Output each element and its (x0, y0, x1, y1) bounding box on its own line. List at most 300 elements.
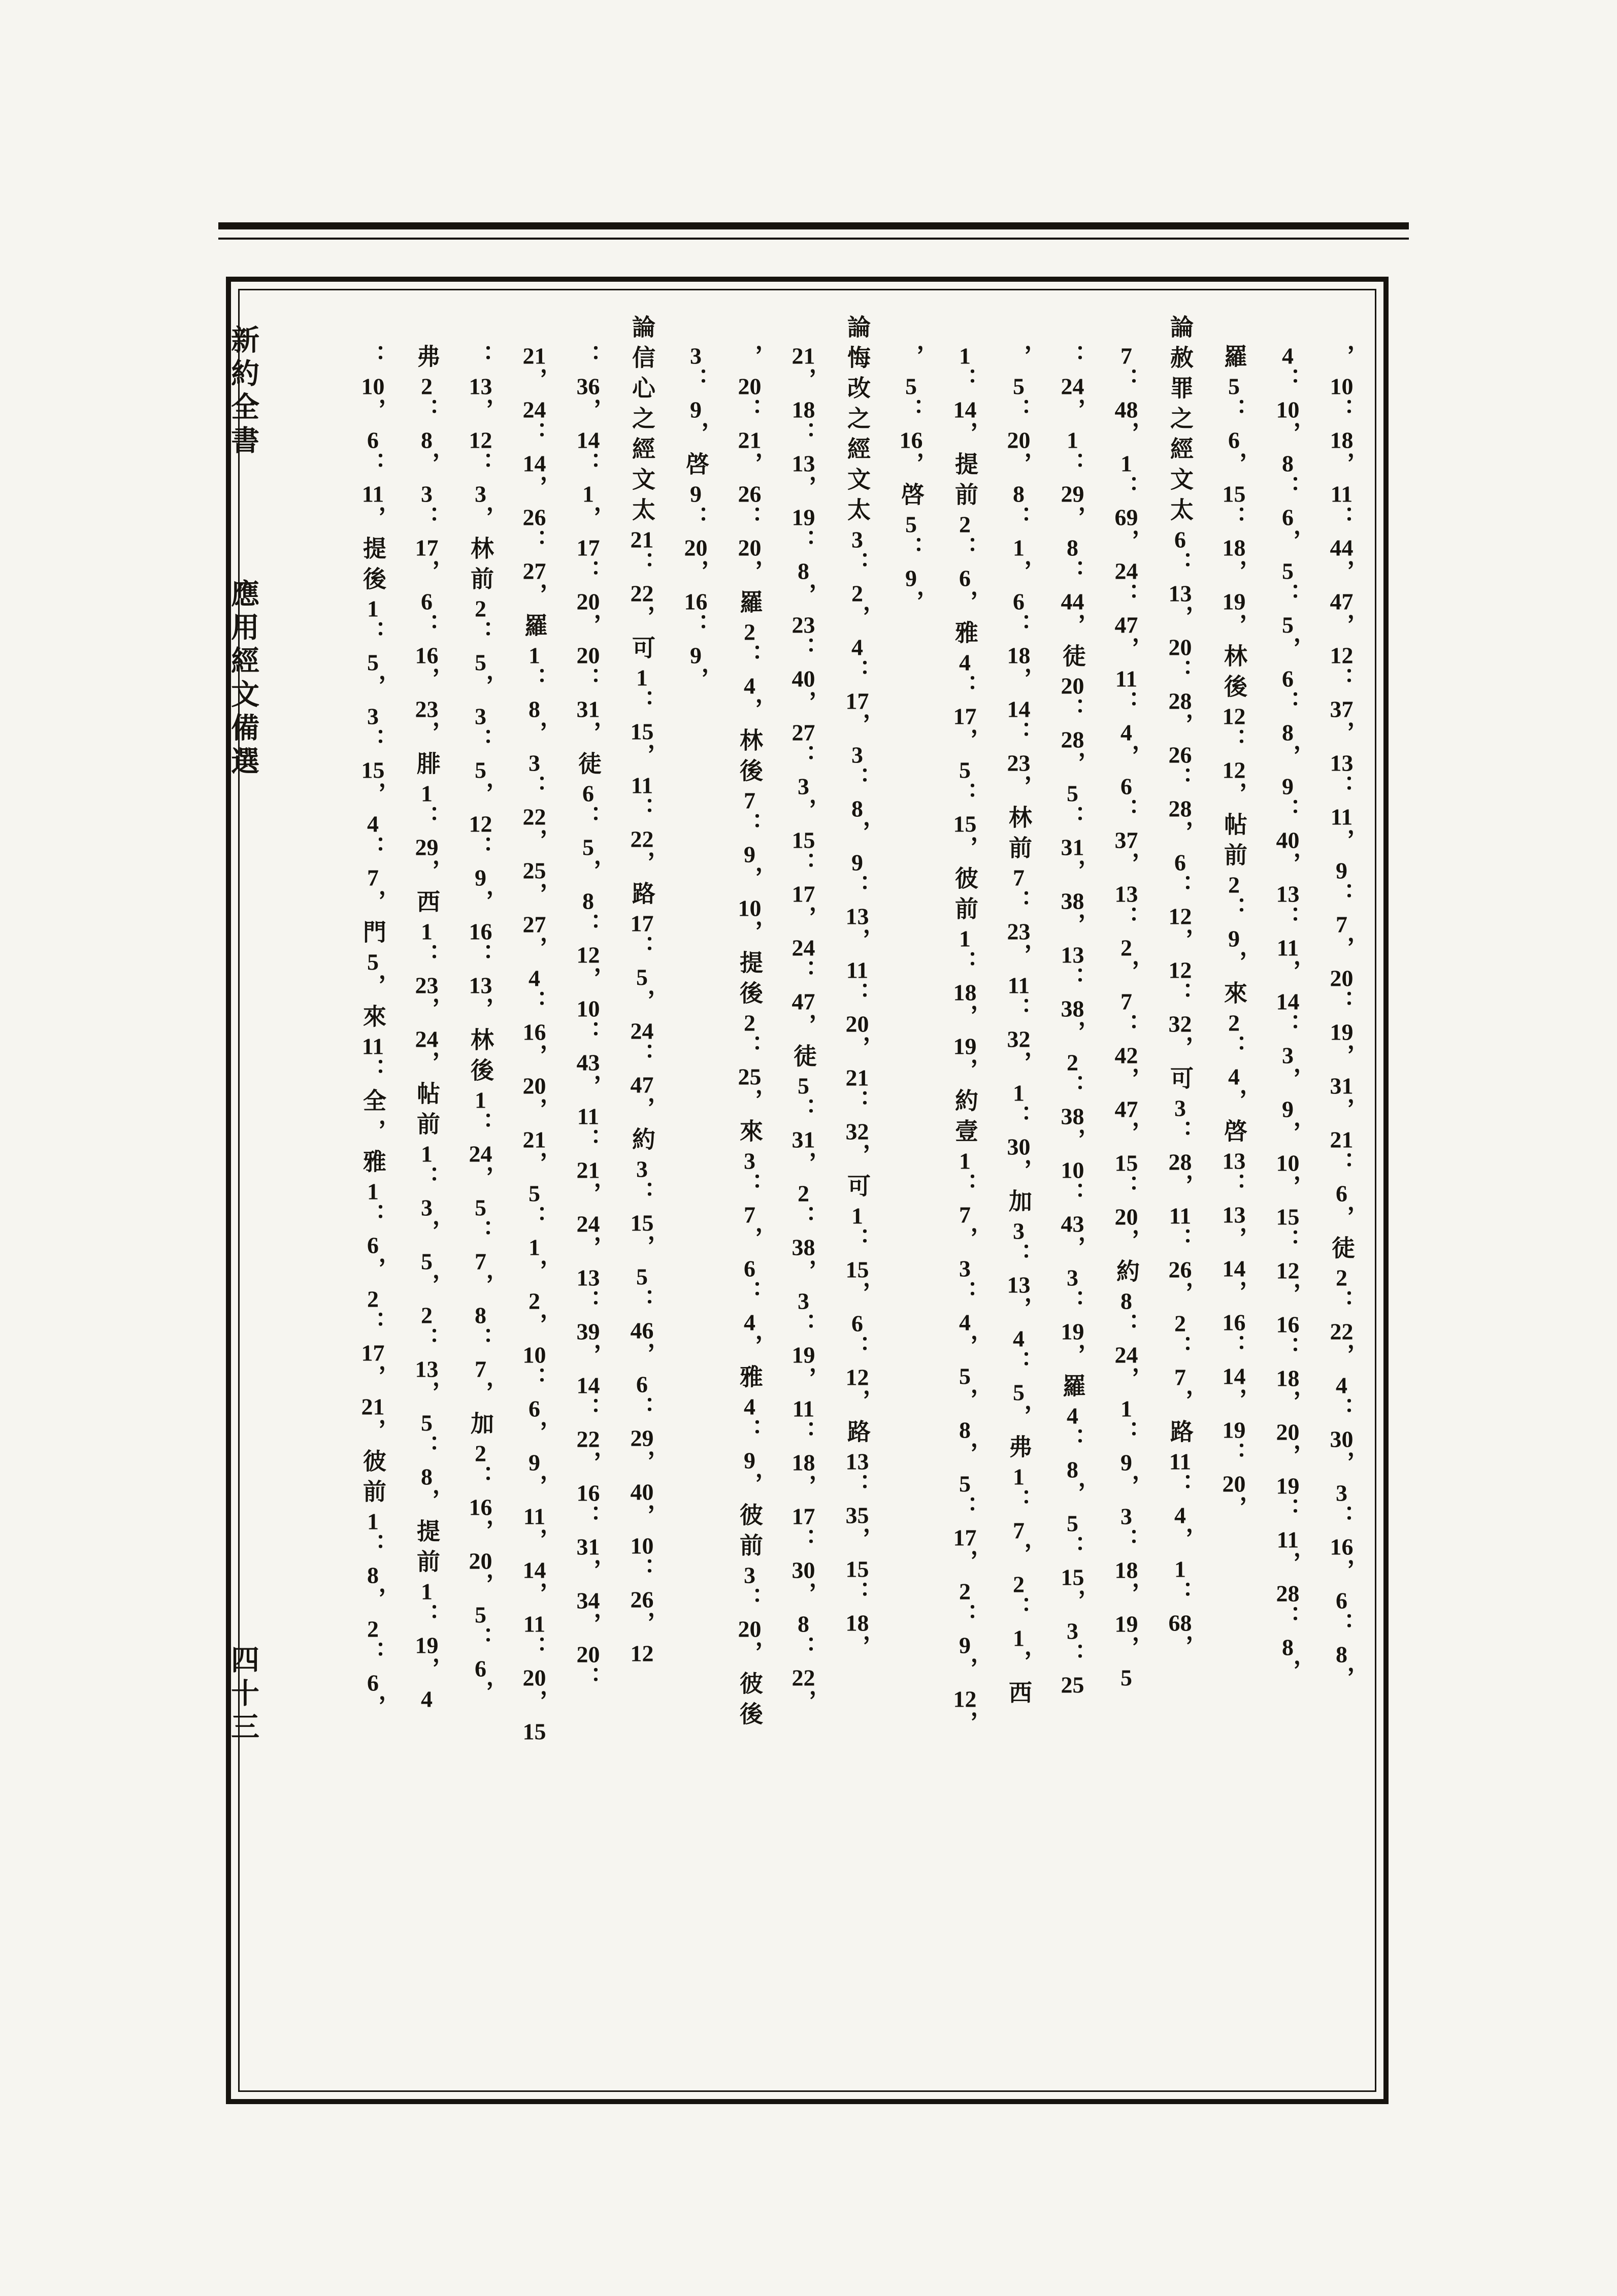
ref-number: 6 (367, 1234, 379, 1257)
ref-number: 1 (959, 927, 971, 950)
ref-number: 1 (1013, 1626, 1025, 1650)
ref-number: 37 (1330, 697, 1354, 721)
ref-number: 24 (791, 936, 815, 959)
page-top-rule-thin (218, 238, 1409, 240)
ref-number: 16 (522, 1020, 546, 1044)
ref-number: 13 (1114, 882, 1138, 906)
ref-number: 1 (529, 644, 540, 667)
ref-number: 3 (851, 743, 863, 767)
ref-number: 5 (1228, 375, 1240, 398)
ref-number: 4 (1228, 1065, 1240, 1088)
ref-number: 16 (1222, 1311, 1246, 1334)
ref-number: 24 (1114, 559, 1138, 583)
ref-number: 1 (475, 1088, 486, 1112)
ref-number: 27 (791, 721, 815, 744)
ref-number: 4 (1336, 1374, 1347, 1397)
ref-number: 20 (738, 1617, 762, 1641)
ref-number: 20 (1330, 967, 1354, 990)
ref-number: 13 (1168, 582, 1192, 605)
ref-number: 6 (636, 1373, 648, 1396)
ref-number: 16 (469, 1495, 492, 1519)
ref-number: 12 (630, 1642, 654, 1665)
ref-number: 38 (791, 1236, 815, 1259)
ref-number: 3 (421, 482, 433, 506)
ref-number: 11 (1330, 482, 1353, 506)
ref-number: 5 (1067, 1512, 1078, 1535)
ref-number: 20 (684, 536, 708, 559)
ref-number: 3 (744, 1149, 755, 1173)
ref-number: 10 (1276, 398, 1300, 421)
ref-number: 1 (367, 1180, 379, 1203)
ref-number: 24 (576, 1212, 600, 1236)
ref-number: 6 (851, 1312, 863, 1335)
ref-number: 19 (953, 1035, 977, 1058)
ref-number: 6 (475, 1657, 486, 1680)
ref-number: 21 (630, 528, 654, 551)
ref-number: 3 (1067, 1266, 1078, 1289)
ref-number: 5 (1282, 559, 1294, 583)
ref-number: 1 (1120, 452, 1132, 475)
ref-number: 2 (744, 1011, 755, 1035)
ref-number: 9 (959, 1634, 971, 1657)
ref-number: 8 (1120, 1289, 1132, 1313)
ref-number: 12 (469, 428, 492, 452)
ref-number: 5 (475, 1196, 486, 1219)
ref-number: 1 (421, 1580, 433, 1603)
ref-number: 18 (1007, 644, 1031, 667)
ref-number: 9 (529, 1451, 540, 1474)
ref-number: 9 (690, 482, 702, 506)
ref-number: 20 (576, 644, 600, 667)
ref-number: 2 (421, 1304, 433, 1327)
ref-number: 28 (1276, 1582, 1300, 1605)
ref-number: 10 (1330, 375, 1354, 398)
ref-number: 2 (1336, 1266, 1347, 1289)
ref-number: 2 (475, 597, 486, 620)
ref-number: 11 (523, 1612, 546, 1636)
ref-number: 36 (576, 375, 600, 398)
ref-number: 5 (636, 966, 648, 989)
ref-number: 4 (744, 674, 755, 697)
ref-number: 13 (1061, 943, 1084, 967)
ref-number: 9 (744, 1449, 755, 1472)
ref-number: 3 (636, 1157, 648, 1181)
ref-number: 4 (421, 1687, 433, 1711)
ref-number: 11 (631, 774, 653, 797)
ref-number: 13 (469, 974, 492, 997)
ref-number: 3 (851, 528, 863, 551)
ref-number: 28 (1168, 689, 1192, 713)
ref-number: 2 (851, 582, 863, 605)
ref-number: 3 (367, 705, 379, 728)
ref-number: 8 (1067, 1458, 1078, 1481)
ref-number: 11 (792, 1397, 815, 1420)
ref-number: 48 (1114, 398, 1138, 421)
ref-number: 11 (577, 1105, 600, 1128)
column-2-prev: 4：10，8：6，5：5，6：8，9：40，13：11，14：3，9，10，15：12，16：18，20，19：11，28：8， (1275, 344, 1301, 1689)
ref-number: 3 (798, 1289, 809, 1313)
ref-number: 12 (1222, 758, 1246, 782)
ref-number: 8 (529, 697, 540, 721)
ref-number: 7 (1120, 990, 1132, 1013)
ref-number: 20 (1222, 1472, 1246, 1495)
ref-number: 16 (684, 590, 708, 613)
ref-number: 32 (1007, 1027, 1031, 1051)
ref-number: 15 (953, 812, 977, 836)
ref-number: 29 (1061, 482, 1084, 506)
ref-number: 1 (1013, 1081, 1025, 1105)
ref-number: 24 (522, 398, 546, 421)
ref-number: 21 (1330, 1128, 1354, 1151)
ref-number: 30 (1007, 1135, 1031, 1158)
ref-number: 17 (953, 705, 977, 728)
ref-number: 7 (367, 866, 379, 889)
ref-number: 6 (1282, 506, 1294, 529)
ref-number: 6 (1174, 851, 1186, 874)
ref-number: 2 (421, 375, 433, 398)
ref-number: 5 (475, 758, 486, 782)
column-11-huigai: 21，18：13，19：8，23：40，27：3，15：17，24：47，徒5：31，2：38，3：19，11：18，17：30，8：22， (790, 344, 816, 1720)
ref-number: 20 (576, 1643, 600, 1666)
ref-number: 31 (576, 697, 600, 721)
ref-number: 20 (1276, 1420, 1300, 1444)
ref-number: 18 (791, 1451, 815, 1474)
ref-number: 44 (1330, 536, 1354, 559)
column-19-xinxin: ：10，6：11，提後1：5，3：15，4：7，門5，來11：全，雅1：6，2：17，21，彼前1：8，2：6， (360, 344, 386, 1725)
ref-number: 3 (1013, 1219, 1025, 1243)
ref-number: 31 (1330, 1074, 1354, 1097)
ref-number: 14 (953, 398, 977, 421)
ref-number: 68 (1168, 1611, 1192, 1635)
ref-number: 3 (1067, 1619, 1078, 1643)
ref-number: 5 (421, 1411, 433, 1435)
ref-number: 5 (367, 950, 379, 974)
ref-number: 5 (959, 1472, 971, 1495)
ref-number: 28 (1168, 1150, 1192, 1174)
ref-number: 8 (475, 1304, 486, 1327)
ref-number: 6 (582, 782, 594, 805)
ref-number: 28 (1061, 728, 1084, 751)
ref-number: 6 (1336, 1589, 1347, 1612)
ref-number: 16 (415, 644, 439, 667)
ref-number: 1 (421, 782, 433, 805)
ref-number: 3 (1174, 1096, 1186, 1120)
ref-number: 2 (1228, 1011, 1240, 1035)
ref-number: 3 (1282, 1044, 1294, 1067)
ref-number: 2 (475, 1442, 486, 1465)
ref-number: 10 (576, 997, 600, 1020)
ref-number: 5 (905, 375, 917, 398)
ref-number: 25 (1061, 1673, 1084, 1696)
ref-number: 22 (1330, 1320, 1354, 1343)
ref-number: 6 (744, 1257, 755, 1280)
ref-number: 23 (791, 613, 815, 637)
ref-number: 7 (475, 1357, 486, 1381)
ref-number: 19 (1276, 1474, 1300, 1498)
ref-number: 23 (415, 974, 439, 997)
ref-number: 11 (361, 1035, 384, 1058)
column-1-prev: ，10：18，11：44，47，12：37，13：11，9：7，20：19，31，21：6，徒2：22，4：30，3：16，6：8， (1329, 344, 1355, 1696)
ref-number: 5 (475, 651, 486, 674)
ref-number: 22 (630, 582, 654, 605)
ref-number: 9 (851, 851, 863, 874)
ref-number: 13 (576, 1266, 600, 1289)
ref-number: 6 (959, 567, 971, 590)
ref-number: 38 (1061, 997, 1084, 1020)
ref-number: 32 (1168, 1012, 1192, 1036)
ref-number: 26 (522, 506, 546, 529)
ref-number: 22 (630, 827, 654, 851)
ref-number: 47 (1114, 613, 1138, 637)
ref-number: 9 (1282, 1097, 1294, 1121)
ref-number: 13 (1276, 882, 1300, 906)
ref-number: 5 (959, 758, 971, 782)
ref-number: 15 (791, 828, 815, 852)
ref-number: 8 (421, 428, 433, 452)
ref-number: 46 (630, 1319, 654, 1342)
ref-number: 15 (630, 1211, 654, 1235)
ref-number: 12 (576, 943, 600, 967)
ref-number: 11 (1169, 1450, 1192, 1473)
ref-number: 25 (738, 1065, 762, 1088)
ref-number: 8 (959, 1418, 971, 1442)
ref-number: 14 (576, 428, 600, 452)
ref-number: 13 (1330, 751, 1354, 775)
ref-number: 2 (744, 620, 755, 644)
ref-number: 31 (576, 1535, 600, 1558)
ref-number: 18 (1276, 1367, 1300, 1390)
ref-number: 4 (1013, 1327, 1025, 1350)
ref-number: 10 (738, 896, 762, 920)
ref-number: 20 (1114, 1205, 1138, 1228)
ref-number: 12 (845, 1366, 869, 1389)
ref-number: 16 (1330, 1535, 1354, 1558)
ref-number: 2 (1174, 1312, 1186, 1335)
ref-number: 17 (630, 912, 654, 935)
ref-number: 7 (744, 1203, 755, 1226)
ref-number: 32 (845, 1120, 869, 1143)
ref-number: 9 (1120, 1451, 1132, 1474)
ref-number: 21 (845, 1066, 869, 1089)
column-16-xinxin: 21，24：14，26：27，羅1：8，3：22，25，27，4：16，20，21，5：1，2，10：6，9，11，14，11：20，15 (521, 344, 547, 1743)
ref-number: 16 (469, 920, 492, 943)
ref-number: 2 (367, 1617, 379, 1641)
ref-number: 18 (1222, 536, 1246, 559)
ref-number: 20 (469, 1549, 492, 1573)
ref-number: 19 (1114, 1612, 1138, 1636)
book-subtitle: 應用經文備選 (227, 579, 258, 780)
ref-number: 20 (1007, 428, 1031, 452)
ref-number: 6 (1336, 1182, 1347, 1205)
ref-number: 12 (1330, 644, 1354, 667)
ref-number: 15 (522, 1720, 546, 1743)
ref-number: 47 (1330, 590, 1354, 613)
ref-number: 5 (421, 1250, 433, 1273)
ref-number: 18 (845, 1611, 869, 1635)
ref-number: 18 (1330, 428, 1354, 452)
ref-number: 42 (1114, 1044, 1138, 1067)
ref-number: 14 (1276, 990, 1300, 1013)
ref-number: 2 (1067, 1051, 1078, 1074)
ref-number: 23 (415, 697, 439, 721)
ref-number: 8 (1282, 1636, 1294, 1659)
column-5-shezui: 7：48，1：69，24：47，11：4，6：37，13：2，7：42，47，15：20，約8：24，1：9，3：18，19，5 (1113, 344, 1139, 1689)
ref-number: 8 (1282, 721, 1294, 744)
ref-number: 5 (475, 1603, 486, 1626)
ref-number: 7 (959, 1203, 971, 1226)
ref-number: 4 (1120, 721, 1132, 744)
ref-number: 14 (576, 1374, 600, 1397)
ref-number: 19 (415, 1634, 439, 1657)
ref-number: 26 (1168, 743, 1192, 767)
ref-number: 15 (1114, 1151, 1138, 1175)
column-17-xinxin: ：13，12：3，林前2：5，3：5，12：9，16：13，林後1：24，5：7，8：7，加2：16，20，5：6， (468, 344, 493, 1711)
ref-number: 19 (791, 1343, 815, 1367)
ref-number: 20 (1061, 674, 1084, 697)
ref-number: 2 (959, 513, 971, 536)
ref-number: 22 (522, 805, 546, 828)
ref-number: 3 (744, 1563, 755, 1587)
ref-number: 15 (361, 758, 385, 782)
ref-number: 17 (845, 689, 869, 713)
ref-number: 19 (791, 506, 815, 529)
ref-number: 9 (1336, 859, 1347, 882)
ref-number: 13 (1222, 1149, 1246, 1173)
ref-number: 24 (1114, 1343, 1138, 1367)
ref-number: 6 (421, 590, 433, 613)
ref-number: 40 (630, 1480, 654, 1504)
ref-number: 20 (845, 1012, 869, 1036)
ref-number: 4 (744, 1395, 755, 1418)
ref-number: 13 (791, 452, 815, 475)
ref-number: 10 (522, 1343, 546, 1367)
reference-columns (251, 315, 1368, 2086)
ref-number: 3 (475, 482, 486, 506)
ref-number: 40 (791, 667, 815, 690)
ref-number: 18 (791, 398, 815, 421)
ref-number: 5 (959, 1365, 971, 1388)
ref-number: 17 (415, 536, 439, 559)
ref-number: 15 (845, 1258, 869, 1281)
ref-number: 3 (959, 1257, 971, 1280)
ref-number: 5 (529, 1182, 540, 1205)
column-12-huigai: ，20：21，26：20，羅2：4，林後7：9，10，提後2：25，來3：7，6：4，雅4：9，彼前3：20，彼後 (737, 344, 763, 1732)
ref-number: 17 (791, 1505, 815, 1528)
ref-number: 4 (1067, 1404, 1078, 1427)
ref-number: 2 (959, 1580, 971, 1603)
ref-number: 43 (576, 1051, 600, 1074)
ref-number: 23 (1007, 751, 1031, 775)
ref-number: 10 (1061, 1158, 1084, 1182)
ref-number: 21 (791, 344, 815, 368)
ref-number: 6 (1228, 428, 1240, 452)
ref-number: 10 (1276, 1151, 1300, 1175)
ref-number: 17 (953, 1526, 977, 1549)
ref-number: 18 (1114, 1558, 1138, 1582)
ref-number: 13 (469, 375, 492, 398)
column-13-huigai: 3：9，啓9：20，16：9， (683, 344, 709, 697)
ref-number: 2 (367, 1287, 379, 1311)
ref-number: 8 (1067, 536, 1078, 559)
ref-number: 1 (582, 482, 594, 506)
ref-number: 5 (367, 651, 379, 674)
ref-number: 5 (905, 513, 917, 536)
column-10-huigai-header: 論悔改之經文太3：2，4：17，3：8，9：13，11：20，21：32，可1：15，6：12，路13：35，15：18， (844, 315, 870, 1665)
ref-number: 1 (959, 344, 971, 368)
ref-number: 69 (1114, 506, 1138, 529)
ref-number: 44 (1061, 590, 1084, 613)
ref-number: 18 (953, 981, 977, 1004)
ref-number: 21 (361, 1395, 385, 1418)
ref-number: 1 (421, 1142, 433, 1166)
column-6-shezui: ：24，1：29，8：44，徒20：28，5：31，38，13：38，2：38，10：43，3：19，羅4：8，5：15，3：25 (1060, 344, 1085, 1696)
ref-number: 16 (899, 428, 923, 452)
ref-number: 13 (845, 905, 869, 928)
ref-number: 6 (1013, 590, 1025, 613)
column-7-shezui: ，5：20，8：1，6：18，14：23，林前7：23，11：32，1：30，加3：13，4：5，弗1：7，2：1，西 (1006, 344, 1032, 1711)
ref-number: 1 (421, 920, 433, 943)
ref-number: 11 (1276, 936, 1299, 959)
ref-number: 13 (1007, 1273, 1031, 1296)
ref-number: 11 (523, 1505, 546, 1528)
ref-number: 3 (529, 751, 540, 775)
ref-number: 4 (367, 812, 379, 836)
ref-number: 5 (1282, 613, 1294, 637)
ref-number: 11 (846, 958, 869, 982)
ref-number: 4 (851, 636, 863, 659)
ref-number: 21 (738, 428, 762, 452)
ref-number: 14 (522, 452, 546, 475)
ref-number: 1 (1067, 428, 1078, 452)
ref-number: 7 (1013, 1519, 1025, 1542)
ref-number: 15 (1276, 1205, 1300, 1228)
ref-number: 22 (791, 1666, 815, 1689)
ref-number: 15 (845, 1557, 869, 1581)
ref-number: 19 (1330, 1020, 1354, 1044)
ref-number: 5 (1120, 1666, 1132, 1689)
ref-number: 6 (367, 428, 379, 452)
ref-number: 2 (1013, 1573, 1025, 1596)
ref-number: 5 (582, 836, 594, 859)
ref-number: 31 (1061, 836, 1084, 859)
ref-number: 4 (529, 967, 540, 990)
ref-number: 6 (367, 1671, 379, 1694)
ref-number: 1 (1013, 536, 1025, 559)
column-4-shezui-header: 論赦罪之經文太6：13，20：28，26：28，6：12，12：32，可3：28，11：26，2：7，路11：4，1：68， (1167, 315, 1193, 1665)
ref-number: 13 (1222, 1203, 1246, 1226)
ref-number: 10 (630, 1534, 654, 1557)
ref-number: 17 (361, 1341, 385, 1365)
ref-number: 29 (415, 836, 439, 859)
ref-number: 7 (744, 789, 755, 812)
ref-number: 14 (1222, 1257, 1246, 1280)
ref-number: 3 (1120, 1505, 1132, 1528)
ref-number: 26 (630, 1588, 654, 1611)
ref-number: 3 (475, 705, 486, 728)
ref-number: 12 (1168, 958, 1192, 982)
ref-number: 13 (845, 1450, 869, 1473)
ref-number: 11 (1007, 974, 1030, 997)
ref-number: 1 (1120, 1397, 1132, 1420)
ref-number: 11 (1169, 1204, 1192, 1227)
ref-number: 29 (630, 1426, 654, 1450)
ref-number: 28 (1168, 797, 1192, 820)
ref-number: 6 (529, 1397, 540, 1420)
ref-number: 19 (1061, 1320, 1084, 1343)
ref-number: 40 (1276, 828, 1300, 852)
ref-number: 47 (791, 990, 815, 1013)
ref-number: 43 (1061, 1212, 1084, 1236)
